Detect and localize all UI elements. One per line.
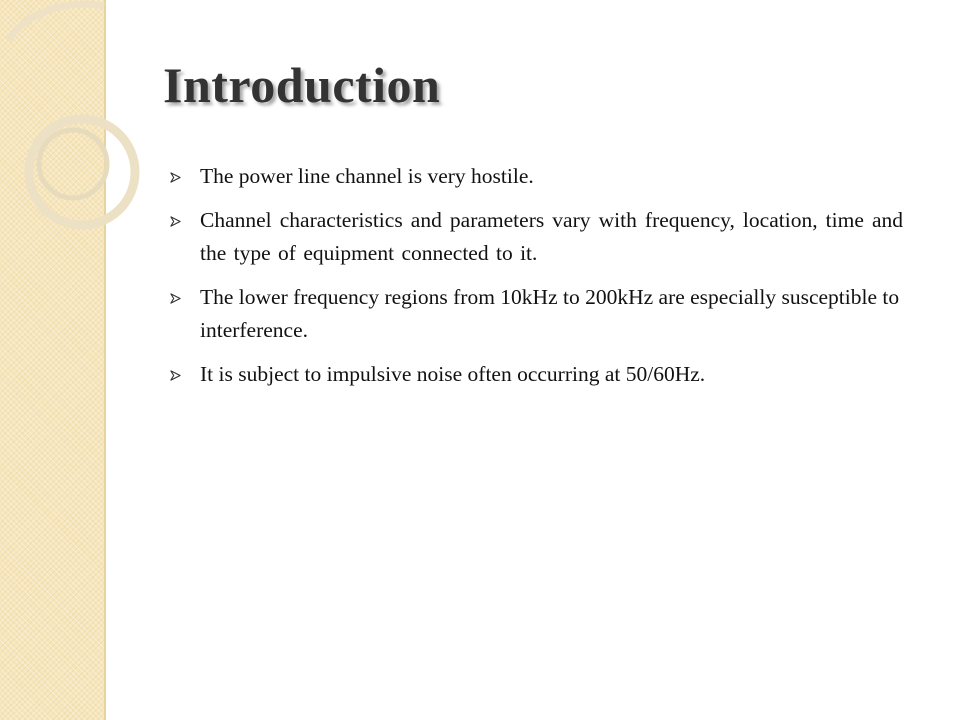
decorative-side-panel (0, 0, 106, 720)
bullet-item-3 (168, 281, 903, 347)
bullet-text: The power line channel is very hostile. (200, 164, 534, 188)
bullet-text: Channel characteristics and parameters vary with frequency, location, time and the type of equipment connected to it. (200, 208, 903, 265)
arrowhead-bullet-icon (170, 293, 181, 304)
bullet-item-1 (168, 160, 903, 193)
bullet-item-2 (168, 204, 903, 270)
bullet-list (168, 160, 903, 402)
bullet-text: It is subject to impulsive noise often occurring at 50/60Hz. (200, 362, 706, 386)
arrowhead-bullet-icon (170, 370, 181, 381)
arrowhead-bullet-icon (170, 216, 181, 227)
arrowhead-bullet-icon (170, 172, 181, 183)
bullet-item-4 (168, 358, 903, 391)
bullet-text: The lower frequency regions from 10kHz to 200kHz are especially susceptible to interference. (200, 285, 900, 342)
slide-title: Introduction (163, 57, 441, 113)
